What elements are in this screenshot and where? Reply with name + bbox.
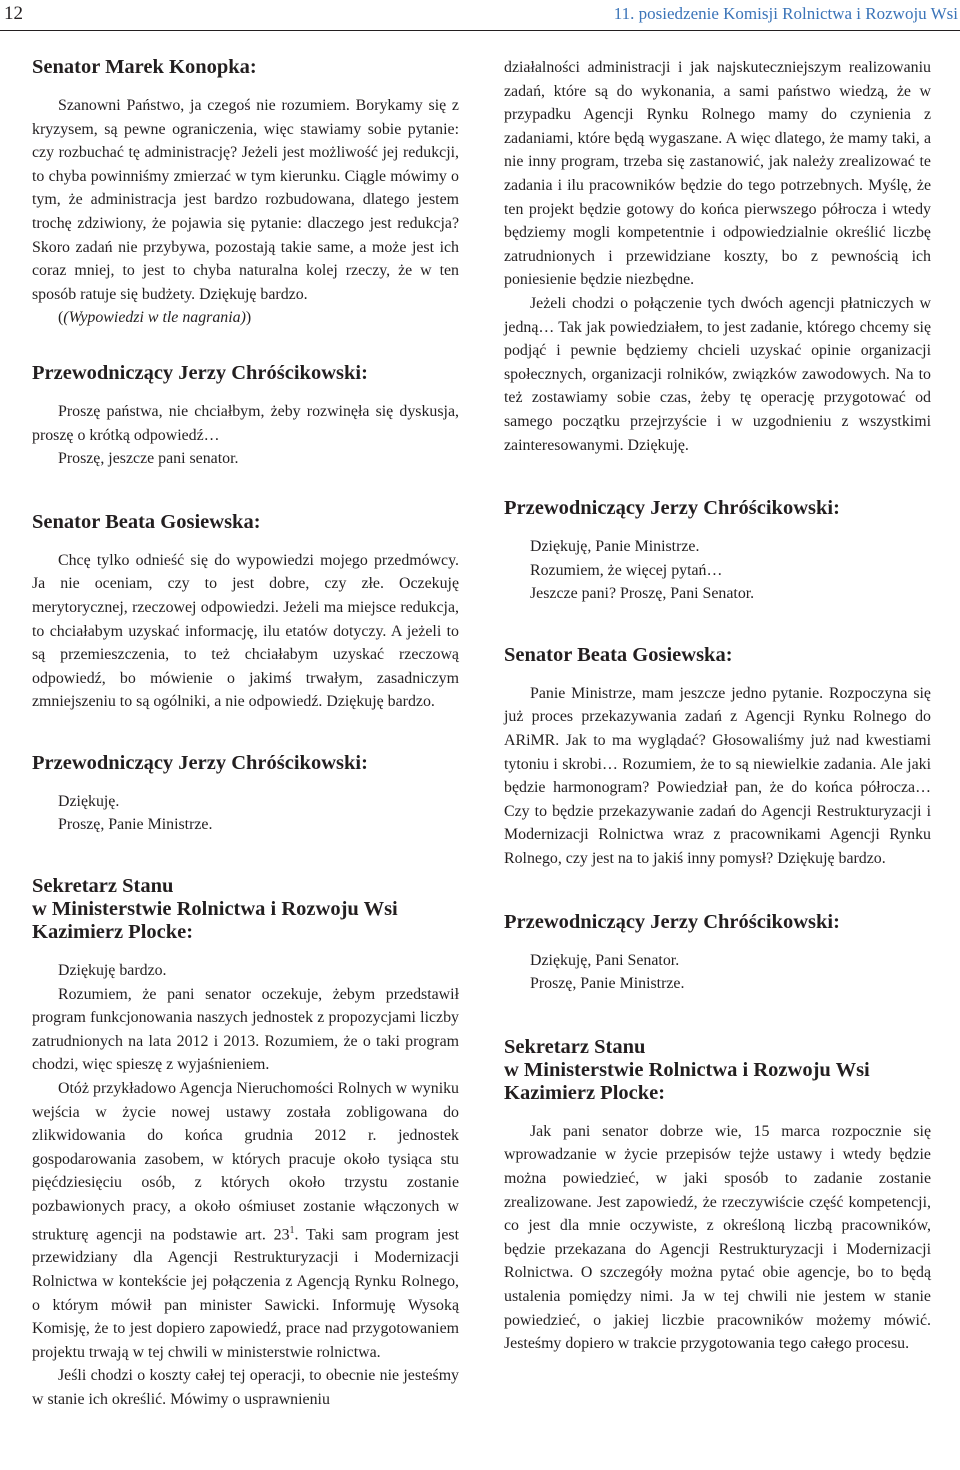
statement-paragraph [32, 1077, 459, 1364]
statement-paragraph: Chcę tylko odnieść się do wypowiedzi mojego przedmówcy. Ja nie oceniam, czy to jest dobre, czy złe. Oczekuję merytorycznej, rzeczowej odpowiedzi. Jeżeli ma miejsce redukcja, to chciałabym uzyskać informację, ilu etatów dotyczy. A jeżeli to są przemieszczenia, to też chciałabym uzyskać rzeczową odpowiedź, bo mówienie o jakimś trwałym, zasadniczym zmniejszeniu to są ogólniki, a nie odpowiedź. Dziękuję bardzo. [32, 551, 459, 711]
speaker-title: Sekretarz Stanu [504, 1035, 646, 1058]
statement-paragraph: Jeszcze pani? Proszę, Pani Senator. [530, 585, 755, 603]
statement-paragraph: Jeżeli chodzi o połączenie tych dwóch agencji płatniczych w jedną… Tak jak powiedziałem, to jest zadanie, którego chcemy się podjąć i pewnie będziemy chcieli uzyskać opinie organizacji społecznych, organizacji rolników, związków zawodowych. Na to też zostawiamy sobie czas, żeby tę operację przygotować od samego początku przejrzyście i w uzgodnieniu z wszystkimi zainteresowanymi. Dziękuję. [504, 294, 931, 454]
speaker-name: Przewodniczący Jerzy Chróścikowski: [32, 751, 368, 774]
statement-paragraph: Proszę, Panie Ministrze. [58, 816, 213, 834]
statement-paragraph: Proszę państwa, nie chciałbym, żeby rozwinęła się dyskusja, proszę o krótką odpowiedź… [32, 402, 459, 444]
speaker-ministry: w Ministerstwie Rolnictwa i Rozwoju Wsi [32, 898, 398, 921]
speaker-name [504, 1036, 931, 1105]
statement-paragraph: Dziękuję, Pani Senator. [530, 951, 680, 969]
statement-paragraph: Dziękuję bardzo. [58, 962, 167, 980]
speaker-name: Senator Beata Gosiewska: [504, 643, 733, 666]
statement-paragraph: Jeśli chodzi o koszty całej tej operacji, to obecnie nie jesteśmy w stanie ich określić. Mówimy o usprawnieniu [32, 1367, 459, 1409]
statement-paragraph: Panie Ministrze, mam jeszcze jedno pytanie. Rozpoczyna się już proces przekazywania zadań z Agencji Rynku Rolnego do ARiMR. Jak to ma wyglądać? Głosowaliśmy już nad kwestiami tytoniu i skrobi… Rozumiem, że to są niewielkie zadania. Ale jaki będzie harmonogram? Powiedział pan, że do końca półrocza… Czy to będzie przekazywanie zadań do Agencji Restrukturyzacji i Modernizacji Rolnictwa wraz z pracownikami Agencji Rynku Rolnego, czy jest na to jakiś inny pomysł? Dziękuję bardzo. [504, 684, 931, 868]
statement-block [32, 511, 459, 714]
right-column [504, 56, 931, 1356]
running-title: 11. posiedzenie Komisji Rolnictwa i Rozwoju Wsi [613, 4, 958, 23]
page-header [0, 0, 960, 31]
statement-block [504, 497, 931, 606]
paragraph-part: Otóż przykładowo Agencja Nieruchomości Rolnych w wyniku wejścia w życie nowej ustawy została zobligowana do zlikwidowania do końca grudnia 2012 r. jednostek gospodarowania zasobem, w których pracuje około tysiąca stu pięćdziesięciu osób, z których około trzystu zostanie pozbawionych pracy, a około ośmiuset zostanie włączonych w strukturę agencji na podstawie art. 23 [32, 1080, 459, 1243]
statement-block [504, 911, 931, 996]
speaker-title: Sekretarz Stanu [32, 875, 174, 898]
statement-paragraph: Rozumiem, że pani senator oczekuje, żebym przedstawił program funkcjonowania naszych jednostek z propozycjami liczby zatrudnionych na lata 2012 i 2013. Rozumiem, że o taki program chodzi, więc spieszę z wyjaśnieniem. [32, 985, 459, 1074]
paragraph-part: . Taki sam program jest przewidziany dla Agencji Restrukturyzacji i Modernizacji Rolnictwa w kontekście jej połączenia z Agencją Rynku Rolnego, o którym mówił pan minister Sawicki. Informuję Wysoką Komisję, że to jest dopiero zapowiedź, prace nad przygotowaniem projektu trwają w tej chwili w ministerstwie rolnictwa. [32, 1225, 459, 1361]
speaker-name [32, 875, 459, 944]
stage-direction: ((Wypowiedzi w tle nagrania)) [58, 309, 252, 327]
statement-paragraph: Proszę, jeszcze pani senator. [58, 450, 239, 468]
speaker-person: Kazimierz Plocke: [504, 1081, 666, 1104]
speaker-name: Przewodniczący Jerzy Chróścikowski: [504, 910, 840, 933]
speaker-ministry: w Ministerstwie Rolnictwa i Rozwoju Wsi [504, 1058, 870, 1081]
statement-block [504, 56, 931, 457]
speaker-name: Przewodniczący Jerzy Chróścikowski: [32, 361, 368, 384]
statement-block [32, 56, 459, 330]
statement-paragraph: Szanowni Państwo, ja czegoś nie rozumiem. Borykamy się z kryzysem, są pewne ograniczenia, więc stawiamy sobie pytanie: czy rozbuchać tę administrację? Jeżeli jest możliwość jej redukcji, to chyba powinniśmy zmierzać w tym kierunku. Ciągle mówimy o tym, że administracja jest bardzo rozbudowana, dlatego jestem trochę zdziwiony, że pojawia się pytanie: dlaczego jest redukcja? Skoro zadań nie przybywa, pozostają takie same, a może jest ich coraz mniej, to jest to chyba naturalna kolej rzeczy, że w ten sposób ratuje się budżety. Dziękuję bardzo. [32, 97, 459, 303]
statement-paragraph: Proszę, Panie Ministrze. [530, 975, 685, 993]
statement-paragraph: działalności administracji i jak najskuteczniejszym realizowaniu zadań, które są do wykonania, a sami państwo wiedzą, że w przypadku Agencji Rynku Rolnego mamy do czynienia z zadaniami, które będą wygaszane. A więc dlatego, że mamy taki, a nie inny program, trzeba się zastanowić, jak należy zrealizować te zadania i ilu pracowników będzie do tego potrzebnych. Myślę, że ten projekt będzie gotowy do końca pierwszego półrocza i wtedy będziemy mogli kompetentnie i odpowiedzialnie określić liczbę zatrudnionych i przewidziane koszty, bo z pewnością ich poniesienie będzie niezbędne. [504, 59, 931, 289]
left-column [32, 56, 459, 1412]
speaker-name: Senator Marek Konopka: [32, 56, 257, 78]
speaker-person: Kazimierz Plocke: [32, 921, 194, 944]
speaker-name: Senator Beata Gosiewska: [32, 510, 261, 533]
stage-direction-text: (Wypowiedzi w tle nagrania) [63, 309, 246, 327]
statement-block [504, 644, 931, 871]
statement-block [32, 875, 459, 1412]
statement-paragraph: Dziękuję, Panie Ministrze. [530, 538, 700, 556]
statement-block [32, 362, 459, 471]
statement-block [32, 752, 459, 837]
statement-paragraph: Rozumiem, że więcej pytań… [530, 561, 723, 579]
footnote-superscript: 1 [289, 1224, 295, 1236]
page-number: 12 [4, 3, 23, 24]
statement-paragraph: Jak pani senator dobrze wie, 15 marca rozpocznie się wprowadzanie w życie przepisów tejże ustawy i wtedy będzie można powiedzieć, w jaki sposób to zadanie zostanie zrealizowane. Jest zapowiedź, że rzeczywiście część kompetencji, co jest dla mnie oczywiste, z określoną liczbą pracowników, będzie przekazana do Agencji Restrukturyzacji i Modernizacji Rolnictwa. O szczegóły można pytać obie agencje, bo to będą ustalenia pomiędzy nimi. Ja w tej chwili nie jestem w stanie powiedzieć, o jakiej liczbie pracowników możemy mówić. Jesteśmy dopiero w trakcie przygotowania tego całego procesu. [504, 1122, 931, 1353]
speaker-name: Przewodniczący Jerzy Chróścikowski: [504, 497, 840, 520]
statement-paragraph: Dziękuję. [58, 792, 120, 810]
statement-block [504, 1036, 931, 1356]
